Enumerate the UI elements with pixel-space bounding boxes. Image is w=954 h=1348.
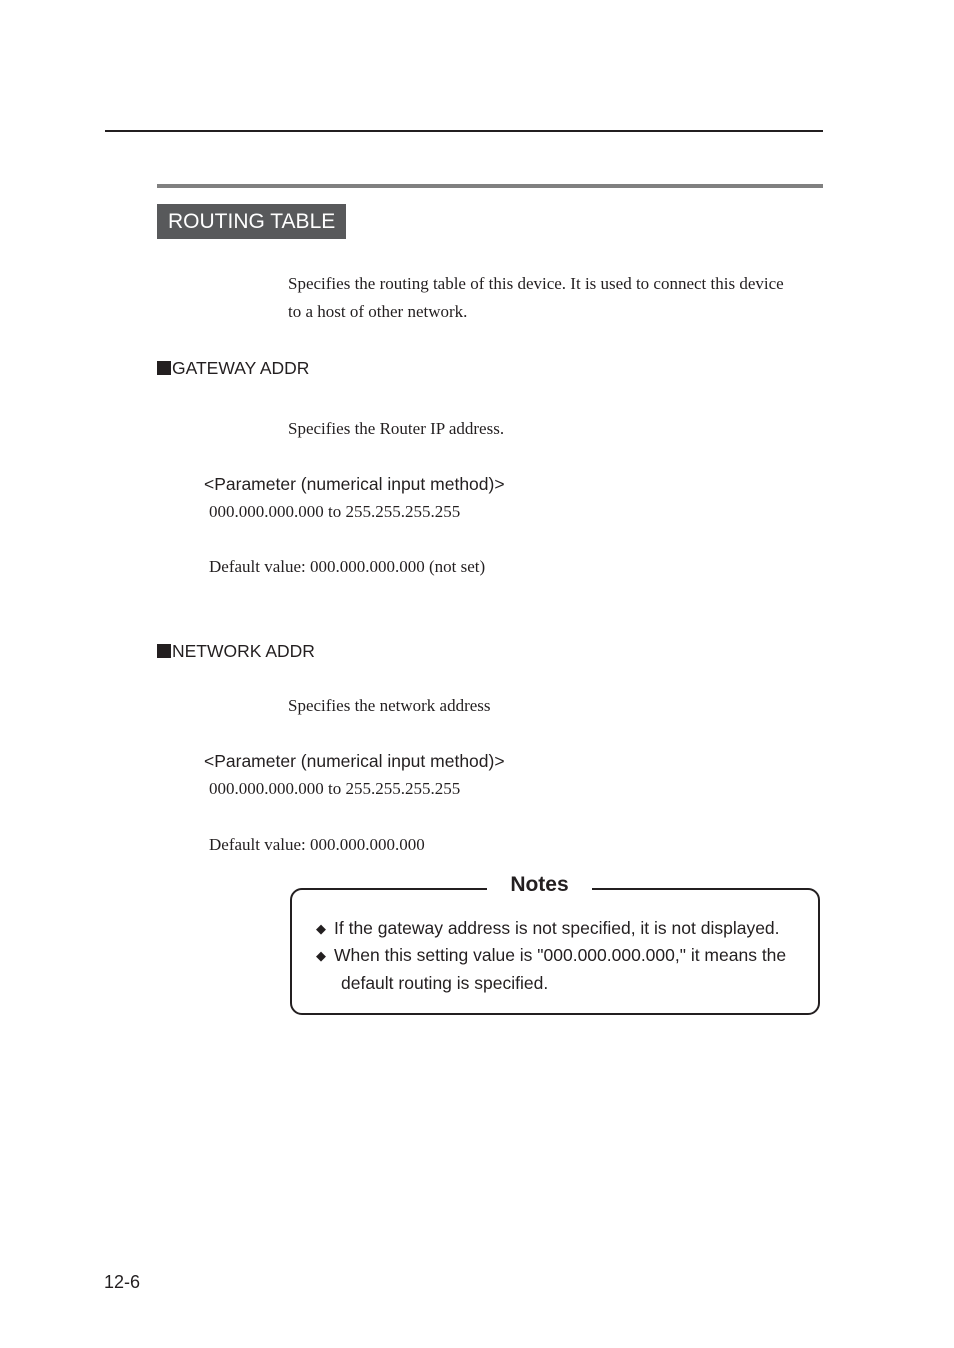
network-heading [157, 639, 315, 663]
page-number: 12-6 [104, 1272, 141, 1292]
section-title: ROUTING TABLE [157, 204, 346, 239]
gateway-range: 000.000.000.000 to 255.255.255.255 [209, 502, 461, 521]
note-item-1-text: If the gateway address is not specified, it is not displayed. [334, 918, 780, 938]
note-item-2-text: When this setting value is "000.000.000.000," it means the [334, 945, 787, 965]
section-rule [157, 184, 823, 188]
notes-title: Notes [510, 873, 569, 896]
network-heading-label: NETWORK ADDR [172, 641, 315, 661]
gateway-default: Default value: 000.000.000.000 (not set) [209, 557, 486, 576]
diamond-bullet-icon: ◆ [316, 921, 326, 936]
gateway-heading [157, 356, 309, 380]
note-item-2-continuation: default routing is specified. [341, 973, 549, 993]
gateway-param-heading: <Parameter (numerical input method)> [204, 474, 505, 494]
network-range: 000.000.000.000 to 255.255.255.255 [209, 779, 461, 798]
square-bullet-icon [157, 644, 171, 658]
gateway-description: Specifies the Router IP address. [288, 419, 505, 438]
network-description: Specifies the network address [288, 696, 491, 715]
note-item-1 [316, 916, 780, 941]
diamond-bullet-icon: ◆ [316, 948, 326, 963]
intro-line-2: to a host of other network. [288, 302, 468, 321]
square-bullet-icon [157, 361, 171, 375]
network-param-heading: <Parameter (numerical input method)> [204, 751, 505, 771]
network-default: Default value: 000.000.000.000 [209, 835, 425, 854]
intro-line-1: Specifies the routing table of this device. It is used to connect this device [288, 274, 784, 293]
gateway-heading-label: GATEWAY ADDR [172, 358, 310, 378]
top-rule [105, 130, 823, 132]
note-item-2 [316, 943, 786, 968]
